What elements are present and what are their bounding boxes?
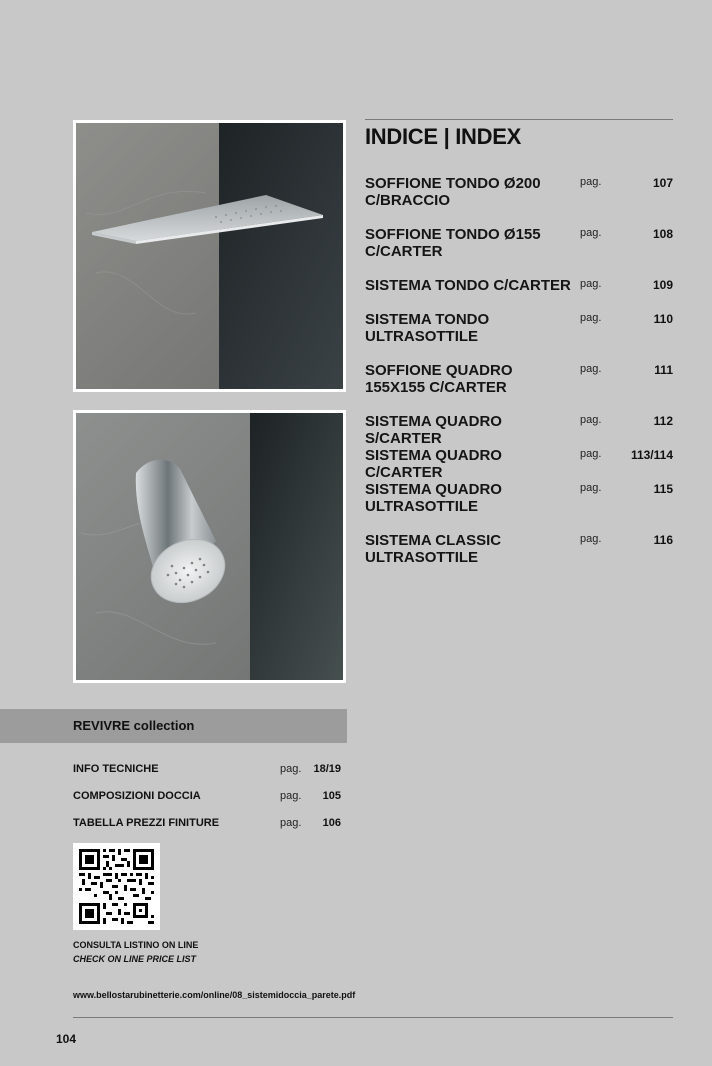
price-list-url-link[interactable]: www.bellostarubinetterie.com/online/08_sistemidoccia_parete.pdf: [73, 990, 356, 1000]
index-item-page: 113/114: [630, 448, 673, 462]
collection-row-pag: pag.: [280, 763, 302, 775]
index-item-name: SISTEMA QUADRO C/CARTER: [365, 447, 502, 481]
collection-row-page: 106: [322, 817, 341, 829]
index-item-pag: pag.: [580, 278, 602, 290]
collection-row[interactable]: [73, 790, 341, 806]
index-item-page: 107: [652, 176, 673, 190]
index-item-page: 108: [652, 227, 673, 241]
footer-rule: [73, 1017, 673, 1018]
rectangular-shower-head-image: [76, 123, 343, 389]
index-item-page: 116: [653, 533, 673, 547]
photo-round-shower-head: [73, 410, 346, 683]
collection-row[interactable]: [73, 763, 341, 779]
collection-row-name: COMPOSIZIONI DOCCIA: [73, 790, 201, 802]
index-item-pag: pag.: [580, 363, 602, 375]
index-item-pag: pag.: [580, 533, 602, 545]
index-item-name: SOFFIONE QUADRO 155X155 C/CARTER: [365, 362, 513, 396]
collection-row-name: INFO TECNICHE: [73, 763, 159, 775]
index-item-name: SISTEMA TONDO C/CARTER: [365, 277, 571, 294]
collection-row-pag: pag.: [280, 817, 302, 829]
collection-row-name: TABELLA PREZZI FINITURE: [73, 817, 220, 829]
index-item-pag: pag.: [580, 448, 602, 460]
index-item-name: SISTEMA CLASSIC ULTRASOTTILE: [365, 532, 502, 566]
round-shower-head-image: [76, 413, 343, 680]
index-item-page: 112: [653, 414, 673, 428]
index-item-name: SISTEMA QUADRO ULTRASOTTILE: [365, 481, 502, 515]
index-item-pag: pag.: [580, 227, 602, 239]
index-item-name: SISTEMA QUADRO S/CARTER: [365, 413, 502, 447]
collection-band: [0, 709, 347, 743]
index-item-pag: pag.: [580, 312, 602, 324]
index-item-name: SOFFIONE TONDO Ø155 C/CARTER: [365, 226, 541, 260]
collection-row[interactable]: [73, 817, 341, 833]
index-item-pag: pag.: [580, 176, 602, 188]
consult-listino-text: CONSULTA LISTINO ON LINE: [73, 940, 199, 950]
index-item-page: 115: [653, 482, 673, 496]
index-item-pag: pag.: [580, 414, 602, 426]
qr-code-icon[interactable]: [73, 843, 160, 930]
index-title: INDICE | INDEX: [365, 124, 521, 149]
index-item-page: 109: [652, 278, 673, 292]
photo-rectangular-shower-head: [73, 120, 346, 392]
collection-label: REVIVRE collection: [73, 718, 195, 733]
index-item-name: SISTEMA TONDO ULTRASOTTILE: [365, 311, 490, 345]
page-number: 104: [56, 1032, 77, 1046]
collection-row-page: 105: [322, 790, 341, 802]
qr-code-graphic: [73, 843, 160, 930]
index-item-page: 111: [654, 363, 673, 377]
collection-row-page: 18/19: [313, 763, 341, 775]
check-price-list-text: CHECK ON LINE PRICE LIST: [73, 954, 197, 964]
index-item-name: SOFFIONE TONDO Ø200 C/BRACCIO: [365, 175, 541, 209]
collection-row-pag: pag.: [280, 790, 302, 802]
index-item-pag: pag.: [580, 482, 602, 494]
index-top-rule: [365, 119, 673, 120]
index-item-page: 110: [653, 312, 673, 326]
